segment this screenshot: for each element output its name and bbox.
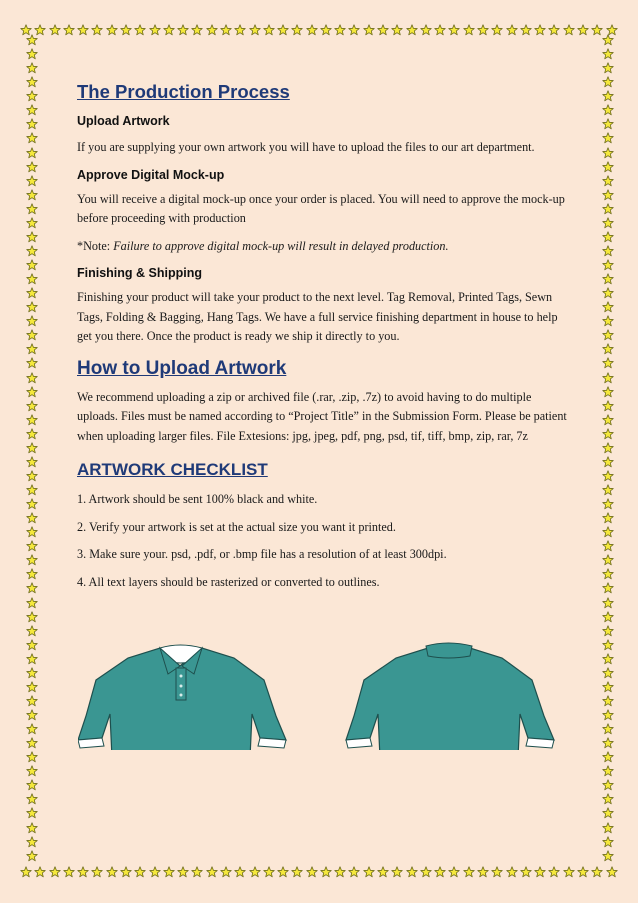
star-icon <box>320 866 332 878</box>
star-icon <box>391 24 403 36</box>
star-icon <box>602 822 614 834</box>
star-icon <box>26 442 38 454</box>
star-icon <box>26 470 38 482</box>
star-icon <box>602 203 614 215</box>
star-icon <box>434 24 446 36</box>
star-icon <box>26 48 38 60</box>
star-icon <box>602 836 614 848</box>
checklist-item-3: 3. Make sure your. psd, .pdf, or .bmp file has a resolution of at least 300dpi. <box>77 547 447 561</box>
star-icon <box>26 484 38 496</box>
star-icon <box>602 386 614 398</box>
star-border-top <box>20 22 618 38</box>
star-icon <box>163 24 175 36</box>
star-icon <box>26 723 38 735</box>
star-border-right <box>600 34 616 862</box>
star-icon <box>26 779 38 791</box>
finishing-shipping-subheading: Finishing & Shipping <box>77 266 202 280</box>
star-icon <box>26 76 38 88</box>
approve-mockup-subheading: Approve Digital Mock-up <box>77 167 225 182</box>
star-icon <box>106 866 118 878</box>
star-icon <box>602 442 614 454</box>
star-icon <box>406 24 418 36</box>
star-icon <box>26 175 38 187</box>
star-icon <box>602 245 614 257</box>
star-icon <box>602 231 614 243</box>
star-icon <box>26 653 38 665</box>
star-icon <box>277 866 289 878</box>
star-icon <box>602 118 614 130</box>
star-icon <box>26 681 38 693</box>
star-icon <box>234 866 246 878</box>
artwork-checklist-heading: ARTWORK CHECKLIST <box>77 460 268 479</box>
star-icon <box>602 779 614 791</box>
star-icon <box>163 866 175 878</box>
star-icon <box>26 90 38 102</box>
star-icon <box>26 189 38 201</box>
star-icon <box>77 24 89 36</box>
star-icon <box>26 273 38 285</box>
star-icon <box>563 24 575 36</box>
star-icon <box>26 737 38 749</box>
star-icon <box>334 866 346 878</box>
upload-artwork-text: If you are supplying your own artwork you will have to upload the files to our art department. <box>77 140 535 154</box>
star-icon <box>26 836 38 848</box>
star-icon <box>602 611 614 623</box>
star-icon <box>602 329 614 341</box>
star-icon <box>477 24 489 36</box>
star-icon <box>91 866 103 878</box>
star-icon <box>602 400 614 412</box>
note-text: Failure to approve digital mock-up will result in delayed production. <box>113 238 449 253</box>
star-icon <box>548 866 560 878</box>
star-icon <box>206 866 218 878</box>
star-icon <box>602 512 614 524</box>
star-icon <box>602 568 614 580</box>
star-icon <box>602 76 614 88</box>
star-icon <box>477 866 489 878</box>
star-icon <box>602 723 614 735</box>
star-icon <box>420 24 432 36</box>
note-prefix: *Note: <box>77 238 114 253</box>
star-icon <box>26 597 38 609</box>
star-icon <box>26 793 38 805</box>
star-icon <box>602 48 614 60</box>
star-icon <box>34 866 46 878</box>
star-icon <box>291 866 303 878</box>
approve-note <box>77 237 567 257</box>
star-icon <box>26 611 38 623</box>
star-icon <box>534 24 546 36</box>
star-icon <box>26 526 38 538</box>
star-icon <box>26 751 38 763</box>
star-icon <box>602 217 614 229</box>
star-icon <box>602 807 614 819</box>
star-icon <box>577 866 589 878</box>
star-icon <box>26 132 38 144</box>
star-icon <box>602 147 614 159</box>
star-icon <box>602 639 614 651</box>
star-icon <box>191 24 203 36</box>
checklist-item-4: 4. All text layers should be rasterized or converted to outlines. <box>77 574 380 589</box>
star-icon <box>602 850 614 862</box>
approve-mockup-text: You will receive a digital mock-up once your order is placed. You will need to approve the mock-up before proceeding with production <box>77 191 565 225</box>
star-icon <box>134 24 146 36</box>
star-icon <box>602 681 614 693</box>
star-icon <box>191 866 203 878</box>
how-to-upload-text: We recommend uploading a zip or archived file (.rar, .zip, .7z) to avoid having to do multiple uploads. Files must be named according to “Project Title” in the Submission Form. Please be patient when uploading larger files. File Extesions: jpg, jpeg, pdf, png, psd, tif, tiff, bmp, zip, rar, 7z <box>77 389 567 443</box>
star-icon <box>26 625 38 637</box>
star-icon <box>334 24 346 36</box>
star-icon <box>491 866 503 878</box>
star-icon <box>520 24 532 36</box>
star-icon <box>26 667 38 679</box>
star-icon <box>406 866 418 878</box>
star-icon <box>506 24 518 36</box>
star-icon <box>26 850 38 862</box>
star-icon <box>602 161 614 173</box>
star-icon <box>220 24 232 36</box>
star-icon <box>563 866 575 878</box>
polo-shirt-front-icon <box>78 645 286 750</box>
finishing-shipping-text: Finishing your product will take your product to the next level. Tag Removal, Printed Tags, Sewn Tags, Folding & Bagging, Hang Tags. We have a full service finishing department in house to help get you there. Once the product is ready we ship it directly to you. <box>77 290 558 343</box>
star-icon <box>602 625 614 637</box>
star-icon <box>448 866 460 878</box>
star-icon <box>348 24 360 36</box>
star-icon <box>63 24 75 36</box>
star-icon <box>602 540 614 552</box>
star-icon <box>602 498 614 510</box>
star-icon <box>177 24 189 36</box>
star-icon <box>120 24 132 36</box>
star-border-left <box>24 34 40 862</box>
star-icon <box>26 245 38 257</box>
star-icon <box>26 414 38 426</box>
star-icon <box>391 866 403 878</box>
checklist-item-1: 1. Artwork should be sent 100% black and white. <box>77 492 318 506</box>
star-icon <box>602 737 614 749</box>
star-icon <box>26 568 38 580</box>
star-icon <box>26 343 38 355</box>
star-icon <box>602 484 614 496</box>
star-icon <box>602 709 614 721</box>
star-icon <box>602 34 614 46</box>
star-icon <box>577 24 589 36</box>
star-icon <box>26 512 38 524</box>
star-icon <box>20 866 32 878</box>
checklist-item-2: 2. Verify your artwork is set at the actual size you want it printed. <box>77 519 396 534</box>
star-icon <box>602 301 614 313</box>
star-icon <box>134 866 146 878</box>
star-icon <box>26 231 38 243</box>
star-icon <box>26 217 38 229</box>
star-icon <box>26 428 38 440</box>
star-icon <box>26 498 38 510</box>
star-icon <box>26 357 38 369</box>
star-icon <box>602 104 614 116</box>
star-icon <box>602 90 614 102</box>
star-icon <box>26 765 38 777</box>
star-icon <box>77 866 89 878</box>
star-icon <box>263 24 275 36</box>
star-icon <box>26 329 38 341</box>
star-icon <box>220 866 232 878</box>
star-icon <box>602 287 614 299</box>
star-icon <box>602 653 614 665</box>
star-icon <box>448 24 460 36</box>
star-icon <box>602 315 614 327</box>
star-icon <box>26 287 38 299</box>
star-icon <box>263 866 275 878</box>
star-icon <box>602 189 614 201</box>
star-icon <box>49 866 61 878</box>
star-icon <box>26 315 38 327</box>
star-icon <box>602 357 614 369</box>
polo-shirt-illustrations <box>78 640 588 750</box>
star-icon <box>26 807 38 819</box>
star-icon <box>602 695 614 707</box>
star-icon <box>491 24 503 36</box>
star-icon <box>26 34 38 46</box>
star-icon <box>149 866 161 878</box>
star-icon <box>602 428 614 440</box>
star-icon <box>602 582 614 594</box>
star-icon <box>249 866 261 878</box>
star-icon <box>602 597 614 609</box>
star-icon <box>463 24 475 36</box>
star-icon <box>506 866 518 878</box>
star-icon <box>306 24 318 36</box>
star-icon <box>420 866 432 878</box>
star-icon <box>26 386 38 398</box>
star-icon <box>520 866 532 878</box>
star-icon <box>26 301 38 313</box>
production-process-heading: The Production Process <box>77 81 290 102</box>
star-icon <box>602 62 614 74</box>
star-icon <box>320 24 332 36</box>
star-icon <box>434 866 446 878</box>
star-icon <box>26 695 38 707</box>
star-icon <box>363 866 375 878</box>
polo-shirt-back-icon <box>346 643 554 750</box>
star-icon <box>602 343 614 355</box>
star-icon <box>234 24 246 36</box>
star-icon <box>602 273 614 285</box>
star-icon <box>602 456 614 468</box>
star-icon <box>602 765 614 777</box>
star-icon <box>591 866 603 878</box>
upload-artwork-subheading: Upload Artwork <box>77 114 170 128</box>
star-icon <box>26 456 38 468</box>
star-icon <box>26 118 38 130</box>
star-icon <box>91 24 103 36</box>
star-icon <box>377 24 389 36</box>
star-icon <box>602 554 614 566</box>
star-icon <box>602 132 614 144</box>
star-icon <box>602 259 614 271</box>
star-icon <box>602 751 614 763</box>
star-icon <box>26 709 38 721</box>
star-icon <box>377 866 389 878</box>
star-icon <box>26 161 38 173</box>
star-icon <box>348 866 360 878</box>
star-border-bottom <box>20 864 618 880</box>
document-body <box>77 78 567 592</box>
star-icon <box>306 866 318 878</box>
star-icon <box>206 24 218 36</box>
star-icon <box>291 24 303 36</box>
star-icon <box>534 866 546 878</box>
star-icon <box>26 104 38 116</box>
star-icon <box>26 822 38 834</box>
star-icon <box>548 24 560 36</box>
star-icon <box>602 372 614 384</box>
star-icon <box>177 866 189 878</box>
star-icon <box>49 24 61 36</box>
star-icon <box>602 526 614 538</box>
star-icon <box>26 203 38 215</box>
star-icon <box>602 470 614 482</box>
star-icon <box>602 414 614 426</box>
star-icon <box>26 259 38 271</box>
star-icon <box>26 400 38 412</box>
star-icon <box>26 554 38 566</box>
star-icon <box>26 372 38 384</box>
star-icon <box>606 866 618 878</box>
star-icon <box>249 24 261 36</box>
star-icon <box>602 667 614 679</box>
star-icon <box>120 866 132 878</box>
star-icon <box>26 582 38 594</box>
star-icon <box>277 24 289 36</box>
star-icon <box>149 24 161 36</box>
star-icon <box>26 540 38 552</box>
star-icon <box>26 639 38 651</box>
how-to-upload-heading: How to Upload Artwork <box>77 357 287 379</box>
star-icon <box>26 62 38 74</box>
star-icon <box>106 24 118 36</box>
star-icon <box>26 147 38 159</box>
star-icon <box>463 866 475 878</box>
star-icon <box>602 793 614 805</box>
star-icon <box>363 24 375 36</box>
star-icon <box>602 175 614 187</box>
star-icon <box>63 866 75 878</box>
